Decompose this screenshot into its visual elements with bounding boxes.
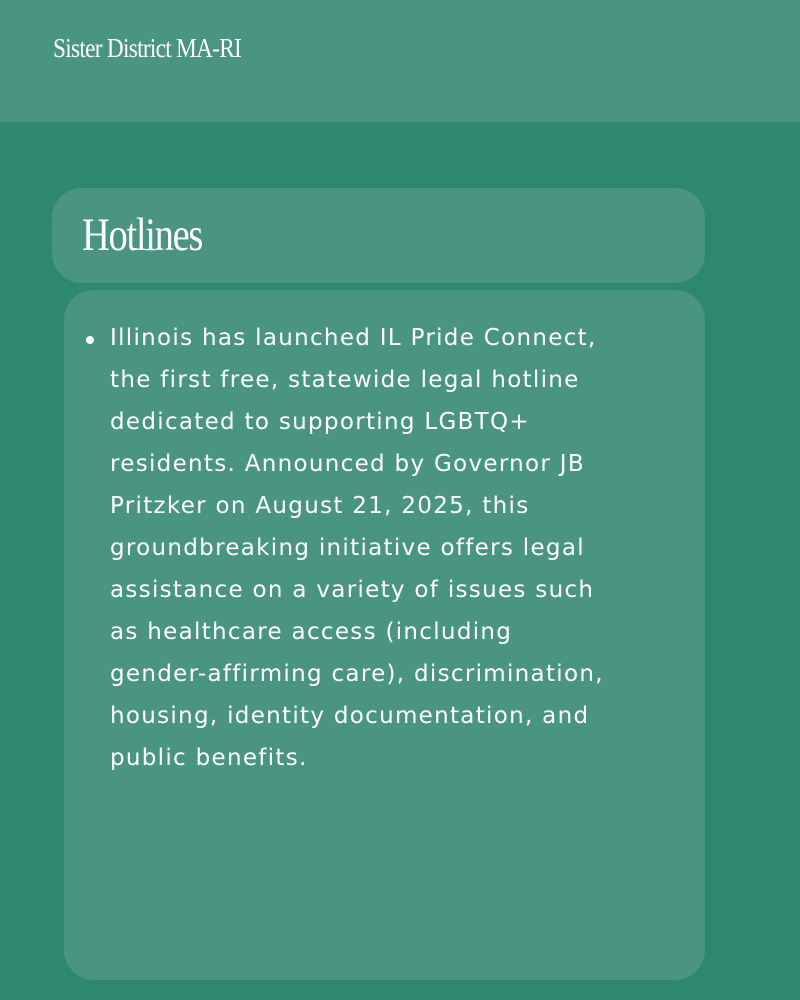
section-title-card — [52, 188, 705, 283]
bullet-text-line: groundbreaking initiative offers legal — [110, 535, 585, 561]
section-title: Hotlines — [82, 209, 203, 261]
bullet-text-line: gender-affirming care), discrimination, — [110, 661, 604, 687]
bullet-text-line: Illinois has launched IL Pride Connect, — [110, 325, 597, 351]
bullet-text-line: assistance on a variety of issues such — [110, 577, 595, 603]
bullet-text-line: Pritzker on August 21, 2025, this — [110, 493, 530, 519]
content-card — [64, 290, 705, 980]
top-banner — [0, 0, 800, 122]
bullet-text-line: residents. Announced by Governor JB — [110, 451, 585, 477]
bullet-icon — [86, 336, 94, 344]
list-item — [64, 317, 705, 779]
bullet-list — [64, 317, 705, 779]
bullet-text-line: dedicated to supporting LGBTQ+ — [110, 409, 530, 435]
brand-name: Sister District MA-RI — [53, 33, 242, 63]
bullet-text-line: the first free, statewide legal hotline — [110, 367, 580, 393]
bullet-text-line: as healthcare access (including — [110, 619, 513, 645]
bullet-text-line: housing, identity documentation, and — [110, 703, 590, 729]
bullet-text-line: public benefits. — [110, 745, 308, 771]
